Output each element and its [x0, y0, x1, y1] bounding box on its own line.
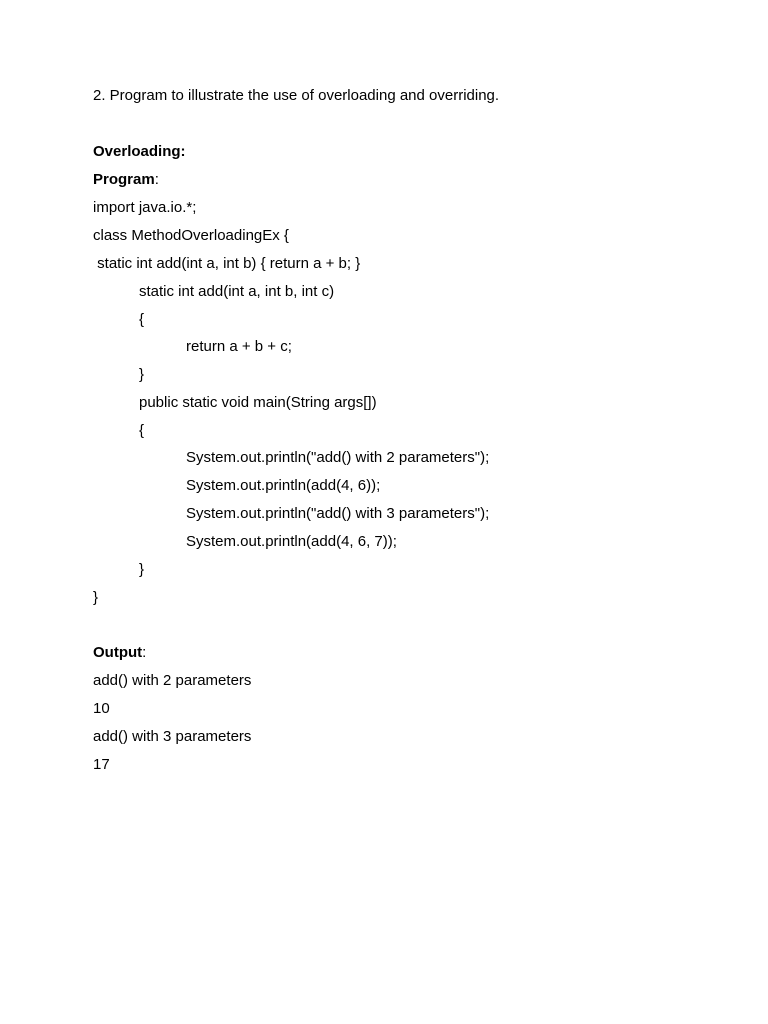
code-line: {	[139, 311, 145, 328]
code-line: static int add(int a, int b) { return a + b; }	[93, 255, 361, 272]
program-label: Program	[93, 171, 155, 188]
output-line: 10	[93, 700, 110, 717]
code-line: }	[139, 366, 145, 383]
code-line: {	[139, 422, 145, 439]
code-line: return a + b + c;	[186, 338, 292, 355]
code-line: System.out.println("add() with 3 parameters");	[186, 505, 490, 522]
output-line: add() with 2 parameters	[93, 672, 252, 689]
output-line: add() with 3 parameters	[93, 728, 252, 745]
output-label: Output	[93, 644, 143, 661]
code-line: System.out.println("add() with 2 parameters");	[186, 449, 490, 466]
code-line: }	[93, 589, 99, 606]
code-line: }	[139, 561, 145, 578]
code-line: System.out.println(add(4, 6));	[186, 477, 381, 494]
program-label-colon: :	[154, 171, 159, 188]
output-line: 17	[93, 756, 110, 773]
code-line: public static void main(String args[])	[139, 394, 377, 411]
code-line: import java.io.*;	[93, 199, 197, 216]
output-label-line	[93, 644, 146, 662]
code-line: static int add(int a, int b, int c)	[139, 283, 335, 300]
output-label-colon: :	[142, 644, 147, 661]
program-label-line	[93, 171, 159, 189]
document-heading: 2. Program to illustrate the use of overloading and overriding.	[93, 87, 500, 104]
code-line: System.out.println(add(4, 6, 7));	[186, 533, 397, 550]
code-line: class MethodOverloadingEx {	[93, 227, 289, 244]
section-title: Overloading:	[93, 143, 186, 160]
